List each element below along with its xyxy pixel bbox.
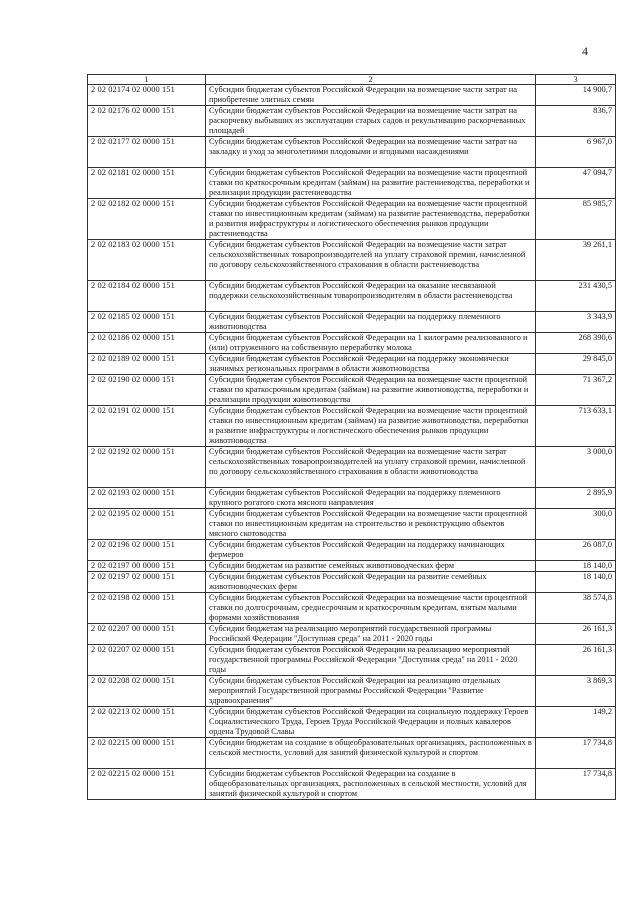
budget-code-cell: 2 02 02213 02 0000 151 <box>88 707 206 738</box>
table-row <box>88 540 616 561</box>
budget-code-cell: 2 02 02193 02 0000 151 <box>88 488 206 509</box>
table-row <box>88 406 616 447</box>
table-row <box>88 333 616 354</box>
amount-cell: 300,0 <box>536 509 616 540</box>
table-row <box>88 281 616 312</box>
budget-code-cell: 2 02 02174 02 0000 151 <box>88 85 206 106</box>
budget-code-cell: 2 02 02197 00 0000 151 <box>88 561 206 572</box>
description-cell: Субсидии бюджетам субъектов Российской Федерации на возмещение части процентной ставки по инвестиционным кредитам (займам) на развитие растениеводства, переработки и развития инфраструктуры и логистического обеспечения рынков продукции растениеводства <box>206 199 536 240</box>
description-cell: Субсидии бюджетам субъектов Российской Федерации на возмещение части процентной ставки по краткосрочным кредитам (займам) на развитие животноводства, переработки и реализации продукции животноводства <box>206 375 536 406</box>
table-row <box>88 354 616 375</box>
column-header-amount: 3 <box>536 75 616 85</box>
amount-cell: 71 367,2 <box>536 375 616 406</box>
budget-code-cell: 2 02 02186 02 0000 151 <box>88 333 206 354</box>
amount-cell: 18 140,0 <box>536 572 616 593</box>
amount-cell: 231 430,5 <box>536 281 616 312</box>
description-cell: Субсидии бюджетам субъектов Российской Федерации на социальную поддержку Героев Социалистического Труда, Героев Труда Российской Федерации и полных кавалеров ордена Трудовой Славы <box>206 707 536 738</box>
description-cell: Субсидии бюджетам субъектов Российской Федерации на реализацию мероприятий государственной программы Российской Федерации "Доступная среда" на 2011 - 2020 годы <box>206 645 536 676</box>
budget-code-cell: 2 02 02215 00 0000 151 <box>88 738 206 769</box>
table-row <box>88 509 616 540</box>
description-cell: Субсидии бюджетам субъектов Российской Федерации на возмещение части затрат на раскорчевку выбывших из эксплуатации старых садов и рекультивацию раскорчеванных площадей <box>206 106 536 137</box>
description-cell: Субсидии бюджетам на развитие семейных животноводческих ферм <box>206 561 536 572</box>
description-cell: Субсидии бюджетам субъектов Российской Федерации на возмещение части процентной ставки по долгосрочным, среднесрочным и краткосрочным кредитам, взятым малыми формами хозяйствования <box>206 593 536 624</box>
table-row <box>88 572 616 593</box>
table-row <box>88 199 616 240</box>
description-cell: Субсидии бюджетам субъектов Российской Федерации на возмещение части процентной ставки по инвестиционным кредитам (займам) на развитие животноводства, переработки и развитие инфраструктуры и логистического обеспечения рынков продукции животноводства <box>206 406 536 447</box>
table-row <box>88 593 616 624</box>
description-cell: Субсидии бюджетам субъектов Российской Федерации на оказание несвязанной поддержки сельскохозяйственным товаропроизводителям в области растениеводства <box>206 281 536 312</box>
description-cell: Субсидии бюджетам субъектов Российской Федерации на возмещение части затрат на закладку и уход за многолетними плодовыми и ягодными насаждениями <box>206 137 536 168</box>
budget-code-cell: 2 02 02184 02 0000 151 <box>88 281 206 312</box>
description-cell: Субсидии бюджетам на реализацию мероприятий государственной программы Российской Федерации "Доступная среда" на 2011 - 2020 годы <box>206 624 536 645</box>
table-row <box>88 645 616 676</box>
table-row <box>88 312 616 333</box>
budget-code-cell: 2 02 02208 02 0000 151 <box>88 676 206 707</box>
amount-cell: 17 734,8 <box>536 769 616 800</box>
amount-cell: 17 734,8 <box>536 738 616 769</box>
budget-code-cell: 2 02 02183 02 0000 151 <box>88 240 206 281</box>
description-cell: Субсидии бюджетам субъектов Российской Федерации на 1 килограмм реализованного и (или) отгруженного на собственную переработку молока <box>206 333 536 354</box>
amount-cell: 38 574,8 <box>536 593 616 624</box>
budget-code-cell: 2 02 02192 02 0000 151 <box>88 447 206 488</box>
amount-cell: 3 000,0 <box>536 447 616 488</box>
amount-cell: 47 094,7 <box>536 168 616 199</box>
description-cell: Субсидии бюджетам субъектов Российской Федерации на возмещение части затрат сельскохозяйственных товаропроизводителей на уплату страховой премии, начисленной по договору сельскохозяйственного страхования в области животноводства <box>206 447 536 488</box>
description-cell: Субсидии бюджетам субъектов Российской Федерации на реализацию отдельных мероприятий Государственной программы Российской Федерации "Развитие здравоохранения" <box>206 676 536 707</box>
table-row <box>88 707 616 738</box>
description-cell: Субсидии бюджетам субъектов Российской Федерации на поддержку экономически значимых региональных программ в области животноводства <box>206 354 536 375</box>
table-row <box>88 106 616 137</box>
table-row <box>88 240 616 281</box>
budget-code-cell: 2 02 02189 02 0000 151 <box>88 354 206 375</box>
amount-cell: 6 967,0 <box>536 137 616 168</box>
table-row <box>88 137 616 168</box>
table-row <box>88 447 616 488</box>
table-row <box>88 676 616 707</box>
table-row <box>88 488 616 509</box>
description-cell: Субсидии бюджетам субъектов Российской Федерации на возмещение части процентной ставки по инвестиционным кредитам на строительство и реконструкцию объектов мясного скотоводства <box>206 509 536 540</box>
description-cell: Субсидии бюджетам субъектов Российской Федерации на поддержку племенного животноводства <box>206 312 536 333</box>
budget-code-cell: 2 02 02196 02 0000 151 <box>88 540 206 561</box>
amount-cell: 3 869,3 <box>536 676 616 707</box>
budget-code-cell: 2 02 02176 02 0000 151 <box>88 106 206 137</box>
column-header-code: 1 <box>88 75 206 85</box>
amount-cell: 26 161,3 <box>536 624 616 645</box>
amount-cell: 3 343,9 <box>536 312 616 333</box>
table-row <box>88 624 616 645</box>
budget-code-cell: 2 02 02198 02 0000 151 <box>88 593 206 624</box>
table-body <box>88 85 616 800</box>
description-cell: Субсидии бюджетам субъектов Российской Федерации на поддержку племенного крупного рогатого скота мясного направления <box>206 488 536 509</box>
description-cell: Субсидии бюджетам субъектов Российской Федерации на возмещение части затрат сельскохозяйственных товаропроизводителей на уплату страховой премии, начисленной по договору сельскохозяйственного страхования в области растениеводства <box>206 240 536 281</box>
budget-code-cell: 2 02 02181 02 0000 151 <box>88 168 206 199</box>
description-cell: Субсидии бюджетам субъектов Российской Федерации на создание в общеобразовательных организациях, расположенных в сельской местности, условий для занятий физической культурой и спортом <box>206 769 536 800</box>
budget-code-cell: 2 02 02185 02 0000 151 <box>88 312 206 333</box>
table-row <box>88 769 616 800</box>
budget-code-cell: 2 02 02207 02 0000 151 <box>88 645 206 676</box>
amount-cell: 836,7 <box>536 106 616 137</box>
table-row <box>88 561 616 572</box>
table-row <box>88 375 616 406</box>
budget-code-cell: 2 02 02191 02 0000 151 <box>88 406 206 447</box>
description-cell: Субсидии бюджетам субъектов Российской Федерации на поддержку начинающих фермеров <box>206 540 536 561</box>
description-cell: Субсидии бюджетам на создание в общеобразовательных организациях, расположенных в сельской местности, условий для занятий физической культурой и спортом <box>206 738 536 769</box>
budget-code-cell: 2 02 02197 02 0000 151 <box>88 572 206 593</box>
amount-cell: 713 633,1 <box>536 406 616 447</box>
amount-cell: 149,2 <box>536 707 616 738</box>
budget-table <box>87 74 616 800</box>
amount-cell: 39 261,1 <box>536 240 616 281</box>
column-header-description: 2 <box>206 75 536 85</box>
description-cell: Субсидии бюджетам субъектов Российской Федерации на развитие семейных животноводческих ферм <box>206 572 536 593</box>
amount-cell: 26 087,0 <box>536 540 616 561</box>
amount-cell: 29 845,0 <box>536 354 616 375</box>
budget-code-cell: 2 02 02190 02 0000 151 <box>88 375 206 406</box>
budget-code-cell: 2 02 02182 02 0000 151 <box>88 199 206 240</box>
table-row <box>88 168 616 199</box>
amount-cell: 18 140,0 <box>536 561 616 572</box>
table-header <box>88 75 616 85</box>
amount-cell: 268 390,6 <box>536 333 616 354</box>
description-cell: Субсидии бюджетам субъектов Российской Федерации на возмещение части затрат на приобретение элитных семян <box>206 85 536 106</box>
page-number: 4 <box>582 44 588 58</box>
budget-code-cell: 2 02 02177 02 0000 151 <box>88 137 206 168</box>
amount-cell: 2 895,9 <box>536 488 616 509</box>
table-row <box>88 738 616 769</box>
budget-code-cell: 2 02 02207 00 0000 151 <box>88 624 206 645</box>
budget-code-cell: 2 02 02195 02 0000 151 <box>88 509 206 540</box>
header-row <box>88 75 616 85</box>
amount-cell: 14 900,7 <box>536 85 616 106</box>
amount-cell: 85 985,7 <box>536 199 616 240</box>
description-cell: Субсидии бюджетам субъектов Российской Федерации на возмещение части процентной ставки по краткосрочным кредитам (займам) на развитие растениеводства, переработки и реализации продукции растениеводства <box>206 168 536 199</box>
amount-cell: 26 161,3 <box>536 645 616 676</box>
table-row <box>88 85 616 106</box>
budget-code-cell: 2 02 02215 02 0000 151 <box>88 769 206 800</box>
